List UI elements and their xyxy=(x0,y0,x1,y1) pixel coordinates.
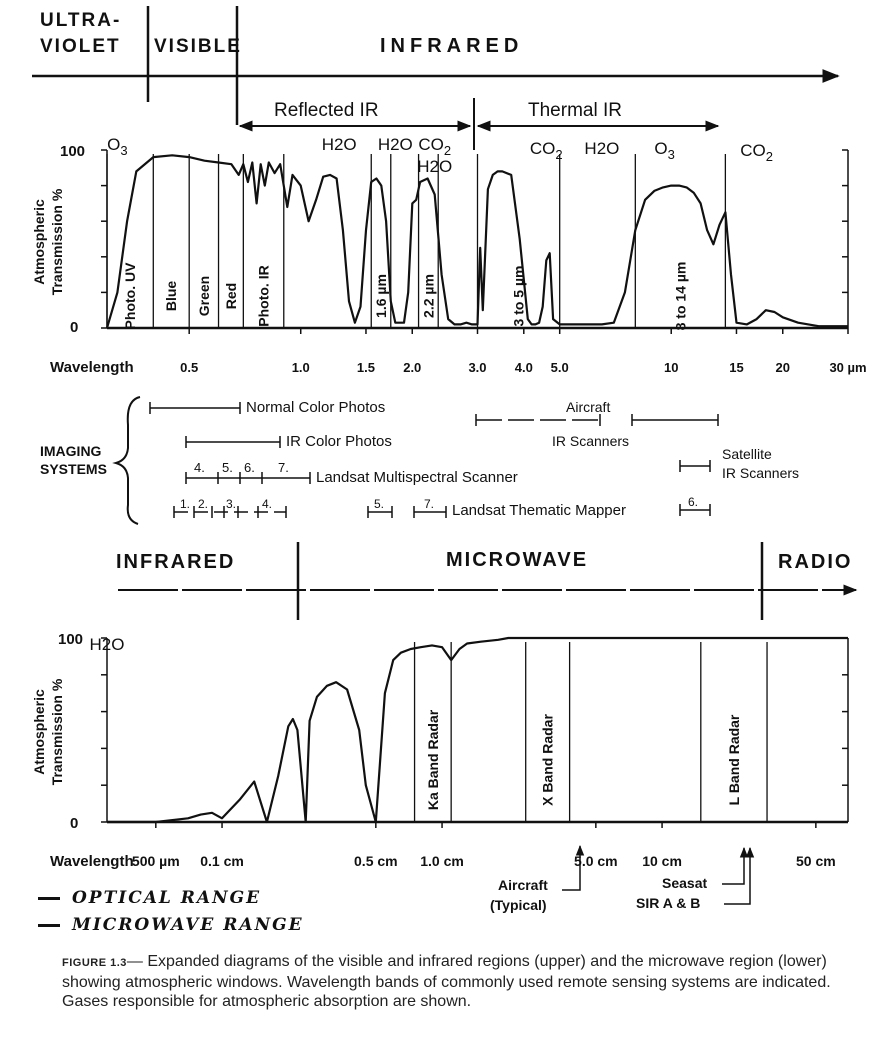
ir-color-photos-label: IR Color Photos xyxy=(286,433,392,450)
upper-xlabel: Wavelength xyxy=(50,359,134,376)
gas-label-5: $CO_2$ xyxy=(529,139,563,162)
band-label-5: 1.6 µm xyxy=(373,274,390,318)
x-tick-label-9: 20 xyxy=(775,360,790,375)
tm-band-1: 1. xyxy=(180,497,191,511)
mss-band-5: 5. xyxy=(222,460,233,475)
gas-label-0: H2O xyxy=(89,635,125,654)
caption-lead: FIGURE 1.3 xyxy=(62,957,127,969)
gas-label-7: $O_3$ xyxy=(654,139,675,162)
lower-ylabel-line1: Atmospheric xyxy=(31,689,47,775)
x-tick-label-4: 5.0 cm xyxy=(574,853,618,869)
gas-label-1: H2O xyxy=(321,135,357,154)
upper-region-header xyxy=(32,6,838,150)
tm-band-7: 7. xyxy=(424,497,435,511)
landsat-tm-label: Landsat Thematic Mapper xyxy=(452,502,626,519)
satellite-label-line2: IR Scanners xyxy=(722,465,800,481)
aircraft-typical-line1: Aircraft xyxy=(498,877,548,893)
legend-dash xyxy=(38,924,60,927)
lower-ytick-100: 100 xyxy=(58,631,84,648)
upper-ytick-0: 0 xyxy=(70,319,79,336)
gas-label-6: H2O xyxy=(584,139,620,158)
band-label-7: 3 to 5 µm xyxy=(510,265,527,327)
sir-label: SIR A & B xyxy=(636,895,701,911)
x-tick-label-6: 50 cm xyxy=(795,853,836,869)
x-tick-label-0: 500 µm xyxy=(131,853,180,869)
upper-ytick-100: 100 xyxy=(60,143,86,160)
x-tick-label-5: 4.0 xyxy=(514,360,533,375)
lower-annotations xyxy=(490,846,750,913)
x-tick-label-6: 5.0 xyxy=(550,360,569,375)
mss-band-7: 7. xyxy=(278,460,289,475)
landsat-mss-label: Landsat Multispectral Scanner xyxy=(316,469,518,486)
x-tick-label-3: 1.0 cm xyxy=(420,853,464,869)
aircraft-typical-line2: (Typical) xyxy=(490,897,547,913)
mss-band-6: 6. xyxy=(244,460,255,475)
imaging-systems-title-line2: SYSTEMS xyxy=(40,461,107,477)
x-tick-label-5: 10 cm xyxy=(642,853,682,869)
x-tick-label-1: 0.1 cm xyxy=(200,853,244,869)
band-label-2: L Band Radar xyxy=(725,714,742,806)
tm-band-3: 3. xyxy=(226,497,237,511)
imaging-systems-brace xyxy=(116,397,140,524)
upper-transmission-chart xyxy=(31,135,867,376)
lower-xlabel: Wavelength xyxy=(50,853,134,870)
infrared-label-lower: INFRARED xyxy=(116,551,236,573)
x-tick-label-2: 0.5 cm xyxy=(354,853,398,869)
gas-label-4: H2O xyxy=(417,157,453,176)
imaging-systems-title-line1: IMAGING xyxy=(40,443,102,459)
thermal-ir-label: Thermal IR xyxy=(528,100,622,121)
gas-label-0: $O_3$ xyxy=(107,135,128,158)
mss-band-4: 4. xyxy=(194,460,205,475)
band-label-6: 2.2 µm xyxy=(420,274,437,318)
sir-pointer xyxy=(724,848,750,904)
normal-color-photos-label: Normal Color Photos xyxy=(246,399,386,416)
figure-caption xyxy=(62,952,862,1011)
seasat-label: Seasat xyxy=(662,875,708,891)
visible-label: VISIBLE xyxy=(154,36,242,57)
x-tick-label-4: 3.0 xyxy=(468,360,487,375)
legend-optical-label: OPTICAL RANGE xyxy=(72,888,262,908)
reflected-ir-label: Reflected IR xyxy=(274,100,379,121)
lower-ytick-0: 0 xyxy=(70,815,79,832)
aircraft-label: Aircraft xyxy=(566,399,611,415)
band-label-2: Green xyxy=(195,275,212,317)
uv-label-line2: VIOLET xyxy=(40,36,121,57)
band-label-1: X Band Radar xyxy=(539,714,556,806)
gas-label-3: $CO_2$ xyxy=(418,135,452,158)
band-label-0: Photo. UV xyxy=(122,262,139,330)
gas-label-8: $CO_2$ xyxy=(740,141,773,164)
band-label-8: 8 to 14 µm xyxy=(672,261,689,331)
x-tick-label-1: 1.0 xyxy=(291,360,310,375)
imaging-systems xyxy=(40,397,799,524)
seasat-pointer xyxy=(722,848,744,884)
legend-optical-range xyxy=(38,888,261,908)
uv-label-line1: ULTRA- xyxy=(40,10,122,31)
tm-band-2: 2. xyxy=(198,497,209,511)
legend-microwave-range xyxy=(38,915,304,935)
caption-text: — Expanded diagrams of the visible and infrared regions (upper) and the microwave region (lower) showing atmospheric windows. Wavelength bands of commonly used remote sensing systems are indicated. Gases responsible for atmospheric absorption are shown. xyxy=(62,953,831,1010)
band-label-4: Photo. IR xyxy=(255,265,272,327)
lower-transmission-chart xyxy=(31,631,848,870)
gas-label-2: H2O xyxy=(377,135,413,154)
legend-dash xyxy=(38,897,60,900)
ir-scanners-label: IR Scanners xyxy=(552,433,630,449)
upper-ylabel-line2: Transmission % xyxy=(49,188,65,296)
lower-ylabel-line2: Transmission % xyxy=(49,678,65,786)
tm-band-5: 5. xyxy=(374,497,385,511)
band-label-1: Blue xyxy=(163,280,180,312)
band-label-0: Ka Band Radar xyxy=(424,709,441,811)
x-tick-label-2: 1.5 xyxy=(356,360,376,375)
x-tick-label-8: 15 xyxy=(729,360,744,375)
legend-microwave-label: MICROWAVE RANGE xyxy=(72,915,304,935)
x-tick-label-3: 2.0 xyxy=(403,360,422,375)
radio-label: RADIO xyxy=(778,551,853,573)
infrared-label-upper: INFRARED xyxy=(380,35,524,57)
x-tick-label-0: 0.5 xyxy=(180,360,199,375)
x-tick-label-10: 30 µm xyxy=(829,360,867,375)
tm-band-6: 6. xyxy=(688,495,699,509)
tm-band-4: 4. xyxy=(262,497,273,511)
x-tick-label-7: 10 xyxy=(663,360,679,375)
satellite-label-line1: Satellite xyxy=(722,446,772,462)
band-label-3: Red xyxy=(222,282,239,310)
microwave-label: MICROWAVE xyxy=(446,549,589,571)
lower-region-header xyxy=(116,542,856,620)
upper-ylabel-line1: Atmospheric xyxy=(31,199,47,285)
